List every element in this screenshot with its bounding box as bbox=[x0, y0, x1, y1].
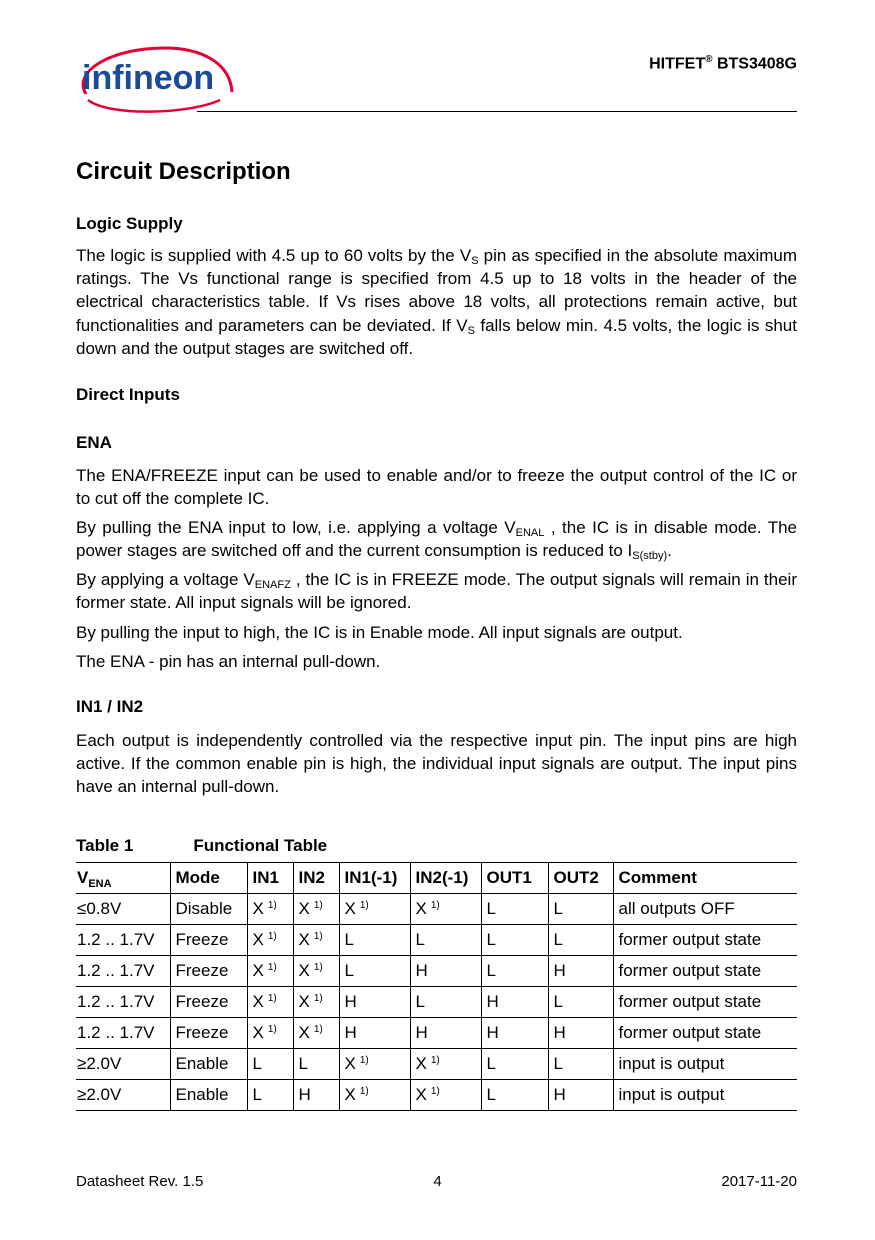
cell-comment: input is output bbox=[613, 1080, 797, 1111]
cell-in2: X $^{1)}$ bbox=[293, 925, 339, 956]
cell-in1: X $^{1)}$ bbox=[247, 925, 293, 956]
page-title: Circuit Description bbox=[76, 158, 291, 185]
cell-vena: 1.2 .. 1.7V bbox=[76, 956, 170, 987]
heading-logic-supply: Logic Supply bbox=[76, 214, 183, 233]
cell-in2-prev: H bbox=[410, 1018, 481, 1049]
cell-out1: L bbox=[481, 956, 548, 987]
cell-mode: Freeze bbox=[170, 925, 247, 956]
cell-comment: input is output bbox=[613, 1049, 797, 1080]
ena-paragraph-5: The ENA - pin has an internal pull-down. bbox=[76, 652, 381, 671]
logic-supply-paragraph: The logic is supplied with 4.5 up to 60 volts by the $V_S$ pin as specified in the absolute maximum ratings. The Vs functional range is specified from 4.5 up to 18 volts in the header of the electrical characteristics table. If Vs rises above 18 volts, all protections remain active, but functionalities and parameters can be deviated. If $V_S$ falls below min. 4.5 volts, the logic is shut down and the output stages are switched off. bbox=[76, 246, 797, 358]
cell-vena: ≥2.0V bbox=[76, 1080, 170, 1111]
footer-revision: Datasheet Rev. 1.5 bbox=[76, 1173, 204, 1190]
cell-vena: 1.2 .. 1.7V bbox=[76, 987, 170, 1018]
header-in1-prev: IN1(-1) bbox=[339, 863, 410, 894]
cell-in2: X $^{1)}$ bbox=[293, 956, 339, 987]
cell-mode: Disable bbox=[170, 894, 247, 925]
cell-in1: L bbox=[247, 1049, 293, 1080]
cell-out1: L bbox=[481, 1049, 548, 1080]
cell-out2: L bbox=[548, 894, 613, 925]
table-caption: Table 1 Functional Table bbox=[76, 836, 328, 855]
in1-in2-paragraph: Each output is independently controlled via the respective input pin. The input pins are high active. If the common enable pin is high, the individual input signals are output. The input pins have an internal pull-down. bbox=[76, 731, 797, 797]
cell-comment: former output state bbox=[613, 925, 797, 956]
cell-vena: 1.2 .. 1.7V bbox=[76, 925, 170, 956]
cell-in1-prev: X $^{1)}$ bbox=[339, 1080, 410, 1111]
cell-in1: L bbox=[247, 1080, 293, 1111]
header-mode: Mode bbox=[170, 863, 247, 894]
cell-in2-prev: L bbox=[410, 987, 481, 1018]
table-row bbox=[76, 894, 797, 925]
cell-out1: L bbox=[481, 925, 548, 956]
header-out1: OUT1 bbox=[481, 863, 548, 894]
cell-vena: ≥2.0V bbox=[76, 1049, 170, 1080]
cell-in1: X $^{1)}$ bbox=[247, 1018, 293, 1049]
cell-out2: H bbox=[548, 1018, 613, 1049]
cell-in1: X $^{1)}$ bbox=[247, 894, 293, 925]
header-rule bbox=[197, 111, 797, 112]
table-row bbox=[76, 987, 797, 1018]
cell-vena: ≤0.8V bbox=[76, 894, 170, 925]
cell-comment: former output state bbox=[613, 987, 797, 1018]
header-in2-prev: IN2(-1) bbox=[410, 863, 481, 894]
cell-mode: Freeze bbox=[170, 1018, 247, 1049]
cell-out2: L bbox=[548, 925, 613, 956]
cell-in1-prev: L bbox=[339, 925, 410, 956]
cell-comment: all outputs OFF bbox=[613, 894, 797, 925]
header-vena: $V_{ENA}$ bbox=[76, 863, 170, 894]
heading-in1-in2: IN1 / IN2 bbox=[76, 697, 144, 716]
cell-mode: Enable bbox=[170, 1080, 247, 1111]
cell-in1: X $^{1)}$ bbox=[247, 987, 293, 1018]
cell-in2: H bbox=[293, 1080, 339, 1111]
logo-text: infineon bbox=[82, 59, 215, 97]
cell-in2-prev: H bbox=[410, 956, 481, 987]
ena-paragraph-2: By pulling the ENA input to low, i.e. applying a voltage $V_{ENAL}$ , the IC is in disable mode. The power stages are switched off and the current consumption is reduced to $I_{S(stby)}$. bbox=[76, 518, 797, 563]
table-row bbox=[76, 1080, 797, 1111]
heading-ena: ENA bbox=[76, 433, 112, 452]
cell-in2: X $^{1)}$ bbox=[293, 987, 339, 1018]
cell-in2-prev: X $^{1)}$ bbox=[410, 1080, 481, 1111]
cell-out2: H bbox=[548, 1080, 613, 1111]
cell-in2: L bbox=[293, 1049, 339, 1080]
cell-out1: L bbox=[481, 1080, 548, 1111]
cell-in2-prev: X $^{1)}$ bbox=[410, 894, 481, 925]
functional-table bbox=[76, 862, 797, 1111]
cell-in2: X $^{1)}$ bbox=[293, 1018, 339, 1049]
cell-in1-prev: H bbox=[339, 1018, 410, 1049]
cell-mode: Freeze bbox=[170, 987, 247, 1018]
table-row bbox=[76, 1049, 797, 1080]
header-out2: OUT2 bbox=[548, 863, 613, 894]
cell-in2-prev: X $^{1)}$ bbox=[410, 1049, 481, 1080]
cell-out1: H bbox=[481, 1018, 548, 1049]
cell-in2-prev: L bbox=[410, 925, 481, 956]
cell-in1: X $^{1)}$ bbox=[247, 956, 293, 987]
table-row bbox=[76, 1018, 797, 1049]
footer-page-number: 4 bbox=[433, 1173, 442, 1190]
cell-comment: former output state bbox=[613, 956, 797, 987]
infineon-logo bbox=[70, 42, 235, 114]
ena-paragraph-4: By pulling the input to high, the IC is in Enable mode. All input signals are output. bbox=[76, 623, 683, 642]
footer-date: 2017-11-20 bbox=[721, 1173, 797, 1190]
table-header-row bbox=[76, 863, 797, 894]
ena-paragraph-1: The ENA/FREEZE input can be used to enable and/or to freeze the output control of the IC or to cut off the complete IC. bbox=[76, 466, 797, 509]
cell-out2: L bbox=[548, 987, 613, 1018]
header-in2: IN2 bbox=[293, 863, 339, 894]
cell-in2: X $^{1)}$ bbox=[293, 894, 339, 925]
table-row bbox=[76, 956, 797, 987]
cell-out1: H bbox=[481, 987, 548, 1018]
header-in1: IN1 bbox=[247, 863, 293, 894]
ena-paragraph-3: By applying a voltage $V_{ENAFZ}$ , the IC is in FREEZE mode. The output signals will remain in their former state. All input signals will be ignored. bbox=[76, 570, 797, 613]
cell-in1-prev: X $^{1)}$ bbox=[339, 1049, 410, 1080]
cell-mode: Freeze bbox=[170, 956, 247, 987]
cell-out1: L bbox=[481, 894, 548, 925]
heading-direct-inputs: Direct Inputs bbox=[76, 385, 180, 404]
cell-mode: Enable bbox=[170, 1049, 247, 1080]
header-comment: Comment bbox=[613, 863, 797, 894]
cell-in1-prev: H bbox=[339, 987, 410, 1018]
document-header-title: HITFET® BTS3408G bbox=[649, 54, 797, 73]
cell-comment: former output state bbox=[613, 1018, 797, 1049]
cell-vena: 1.2 .. 1.7V bbox=[76, 1018, 170, 1049]
cell-in1-prev: L bbox=[339, 956, 410, 987]
cell-in1-prev: X $^{1)}$ bbox=[339, 894, 410, 925]
cell-out2: H bbox=[548, 956, 613, 987]
table-row bbox=[76, 925, 797, 956]
cell-out2: L bbox=[548, 1049, 613, 1080]
